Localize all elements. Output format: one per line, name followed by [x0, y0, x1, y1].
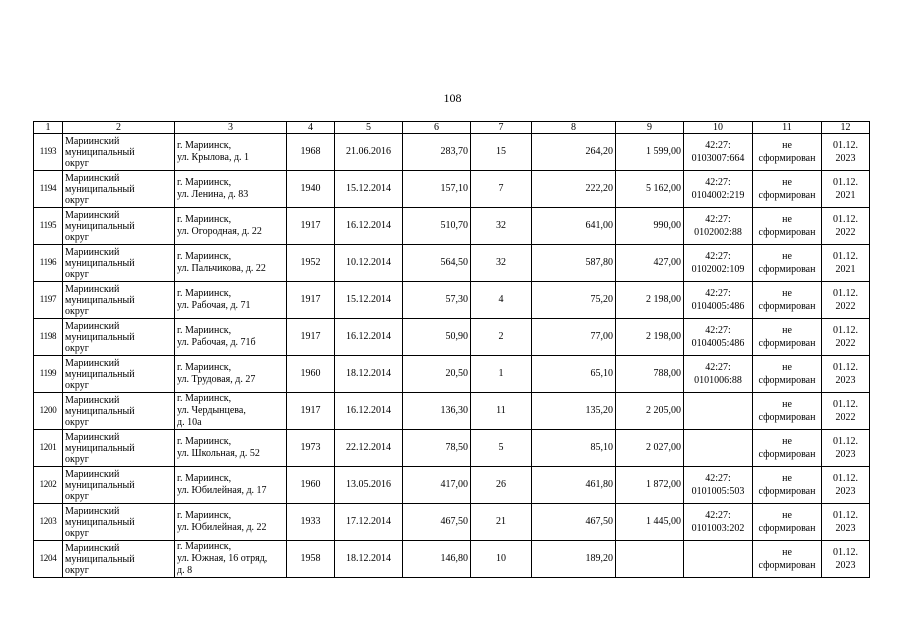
table-body — [34, 134, 870, 578]
count-cell: 2 — [471, 319, 532, 356]
deadline-cell: 01.12. 2021 — [822, 245, 870, 282]
total-area-cell: 77,00 — [532, 319, 616, 356]
column-header-5: 5 — [335, 122, 403, 134]
count-cell: 4 — [471, 282, 532, 319]
year-built-cell: 1917 — [287, 319, 335, 356]
column-header-7: 7 — [471, 122, 532, 134]
area-cell: 283,70 — [403, 134, 471, 171]
area-cell: 564,50 — [403, 245, 471, 282]
row-number-cell: 1202 — [34, 467, 63, 504]
status-cell: не сформирован — [753, 319, 822, 356]
cadastral-number-cell: 42:27: 0103007:664 — [684, 134, 753, 171]
area-cell: 136,30 — [403, 393, 471, 430]
year-built-cell: 1940 — [287, 171, 335, 208]
table-row — [34, 356, 870, 393]
table-row — [34, 541, 870, 578]
status-cell: не сформирован — [753, 467, 822, 504]
table-row — [34, 134, 870, 171]
date-cell: 18.12.2014 — [335, 541, 403, 578]
land-area-cell: 427,00 — [616, 245, 684, 282]
total-area-cell: 75,20 — [532, 282, 616, 319]
count-cell: 5 — [471, 430, 532, 467]
address-cell: г. Мариинск, ул. Трудовая, д. 27 — [175, 356, 287, 393]
cadastral-number-cell: 42:27: 0101005:503 — [684, 467, 753, 504]
date-cell: 15.12.2014 — [335, 282, 403, 319]
deadline-cell: 01.12. 2021 — [822, 171, 870, 208]
date-cell: 16.12.2014 — [335, 208, 403, 245]
table-row — [34, 504, 870, 541]
cadastral-number-cell: 42:27: 0104005:486 — [684, 319, 753, 356]
deadline-cell: 01.12. 2023 — [822, 467, 870, 504]
column-header-9: 9 — [616, 122, 684, 134]
table-row — [34, 467, 870, 504]
municipality-cell: Мариинский муниципальный округ — [63, 208, 175, 245]
cadastral-number-cell: 42:27: 0102002:109 — [684, 245, 753, 282]
row-number-cell: 1197 — [34, 282, 63, 319]
status-cell: не сформирован — [753, 541, 822, 578]
total-area-cell: 85,10 — [532, 430, 616, 467]
table-row — [34, 171, 870, 208]
land-area-cell: 788,00 — [616, 356, 684, 393]
status-cell: не сформирован — [753, 430, 822, 467]
area-cell: 467,50 — [403, 504, 471, 541]
housing-registry-table — [33, 121, 870, 578]
row-number-cell: 1195 — [34, 208, 63, 245]
land-area-cell: 990,00 — [616, 208, 684, 245]
status-cell: не сформирован — [753, 393, 822, 430]
row-number-cell: 1193 — [34, 134, 63, 171]
total-area-cell: 461,80 — [532, 467, 616, 504]
municipality-cell: Мариинский муниципальный округ — [63, 245, 175, 282]
row-number-cell: 1203 — [34, 504, 63, 541]
land-area-cell: 2 205,00 — [616, 393, 684, 430]
date-cell: 15.12.2014 — [335, 171, 403, 208]
cadastral-number-cell: 42:27: 0101003:202 — [684, 504, 753, 541]
address-cell: г. Мариинск, ул. Рабочая, д. 71б — [175, 319, 287, 356]
area-cell: 157,10 — [403, 171, 471, 208]
year-built-cell: 1933 — [287, 504, 335, 541]
year-built-cell: 1917 — [287, 208, 335, 245]
address-cell: г. Мариинск, ул. Чердынцева, д. 10а — [175, 393, 287, 430]
deadline-cell: 01.12. 2023 — [822, 541, 870, 578]
date-cell: 17.12.2014 — [335, 504, 403, 541]
status-cell: не сформирован — [753, 504, 822, 541]
page-number: 108 — [443, 91, 462, 105]
cadastral-number-cell: 42:27: 0102002:88 — [684, 208, 753, 245]
land-area-cell — [616, 541, 684, 578]
deadline-cell: 01.12. 2022 — [822, 282, 870, 319]
status-cell: не сформирован — [753, 245, 822, 282]
address-cell: г. Мариинск, ул. Крылова, д. 1 — [175, 134, 287, 171]
area-cell: 20,50 — [403, 356, 471, 393]
count-cell: 1 — [471, 356, 532, 393]
area-cell: 50,90 — [403, 319, 471, 356]
total-area-cell: 189,20 — [532, 541, 616, 578]
date-cell: 22.12.2014 — [335, 430, 403, 467]
date-cell: 13.05.2016 — [335, 467, 403, 504]
address-cell: г. Мариинск, ул. Южная, 16 отряд, д. 8 — [175, 541, 287, 578]
table-row — [34, 208, 870, 245]
deadline-cell: 01.12. 2023 — [822, 134, 870, 171]
status-cell: не сформирован — [753, 282, 822, 319]
municipality-cell: Мариинский муниципальный округ — [63, 430, 175, 467]
count-cell: 21 — [471, 504, 532, 541]
total-area-cell: 65,10 — [532, 356, 616, 393]
table-row — [34, 393, 870, 430]
year-built-cell: 1952 — [287, 245, 335, 282]
municipality-cell: Мариинский муниципальный округ — [63, 171, 175, 208]
row-number-cell: 1199 — [34, 356, 63, 393]
table-row — [34, 245, 870, 282]
count-cell: 32 — [471, 245, 532, 282]
municipality-cell: Мариинский муниципальный округ — [63, 467, 175, 504]
column-header-4: 4 — [287, 122, 335, 134]
date-cell: 18.12.2014 — [335, 356, 403, 393]
deadline-cell: 01.12. 2023 — [822, 430, 870, 467]
land-area-cell: 1 599,00 — [616, 134, 684, 171]
row-number-cell: 1201 — [34, 430, 63, 467]
cadastral-number-cell: 42:27: 0101006:88 — [684, 356, 753, 393]
area-cell: 146,80 — [403, 541, 471, 578]
count-cell: 26 — [471, 467, 532, 504]
municipality-cell: Мариинский муниципальный округ — [63, 282, 175, 319]
area-cell: 57,30 — [403, 282, 471, 319]
municipality-cell: Мариинский муниципальный округ — [63, 134, 175, 171]
land-area-cell: 1 445,00 — [616, 504, 684, 541]
total-area-cell: 264,20 — [532, 134, 616, 171]
table-row — [34, 282, 870, 319]
column-header-2: 2 — [63, 122, 175, 134]
deadline-cell: 01.12. 2023 — [822, 504, 870, 541]
municipality-cell: Мариинский муниципальный округ — [63, 504, 175, 541]
deadline-cell: 01.12. 2023 — [822, 356, 870, 393]
area-cell: 78,50 — [403, 430, 471, 467]
total-area-cell: 467,50 — [532, 504, 616, 541]
date-cell: 16.12.2014 — [335, 319, 403, 356]
municipality-cell: Мариинский муниципальный округ — [63, 356, 175, 393]
status-cell: не сформирован — [753, 171, 822, 208]
year-built-cell: 1973 — [287, 430, 335, 467]
municipality-cell: Мариинский муниципальный округ — [63, 393, 175, 430]
column-header-6: 6 — [403, 122, 471, 134]
count-cell: 11 — [471, 393, 532, 430]
column-header-3: 3 — [175, 122, 287, 134]
address-cell: г. Мариинск, ул. Ленина, д. 83 — [175, 171, 287, 208]
cadastral-number-cell — [684, 430, 753, 467]
cadastral-number-cell — [684, 541, 753, 578]
table-row — [34, 319, 870, 356]
row-number-cell: 1200 — [34, 393, 63, 430]
status-cell: не сформирован — [753, 134, 822, 171]
year-built-cell: 1960 — [287, 467, 335, 504]
total-area-cell: 135,20 — [532, 393, 616, 430]
row-number-cell: 1204 — [34, 541, 63, 578]
date-cell: 21.06.2016 — [335, 134, 403, 171]
land-area-cell: 5 162,00 — [616, 171, 684, 208]
year-built-cell: 1958 — [287, 541, 335, 578]
count-cell: 32 — [471, 208, 532, 245]
total-area-cell: 641,00 — [532, 208, 616, 245]
column-header-8: 8 — [532, 122, 616, 134]
address-cell: г. Мариинск, ул. Юбилейная, д. 22 — [175, 504, 287, 541]
total-area-cell: 587,80 — [532, 245, 616, 282]
deadline-cell: 01.12. 2022 — [822, 208, 870, 245]
cadastral-number-cell: 42:27: 0104002:219 — [684, 171, 753, 208]
cadastral-number-cell: 42:27: 0104005:486 — [684, 282, 753, 319]
column-number-header-row — [34, 122, 870, 134]
deadline-cell: 01.12. 2022 — [822, 319, 870, 356]
address-cell: г. Мариинск, ул. Рабочая, д. 71 — [175, 282, 287, 319]
column-header-10: 10 — [684, 122, 753, 134]
year-built-cell: 1968 — [287, 134, 335, 171]
table-row — [34, 430, 870, 467]
deadline-cell: 01.12. 2022 — [822, 393, 870, 430]
address-cell: г. Мариинск, ул. Пальчикова, д. 22 — [175, 245, 287, 282]
land-area-cell: 1 872,00 — [616, 467, 684, 504]
count-cell: 15 — [471, 134, 532, 171]
total-area-cell: 222,20 — [532, 171, 616, 208]
status-cell: не сформирован — [753, 208, 822, 245]
year-built-cell: 1960 — [287, 356, 335, 393]
land-area-cell: 2 198,00 — [616, 319, 684, 356]
year-built-cell: 1917 — [287, 393, 335, 430]
address-cell: г. Мариинск, ул. Огородная, д. 22 — [175, 208, 287, 245]
year-built-cell: 1917 — [287, 282, 335, 319]
date-cell: 16.12.2014 — [335, 393, 403, 430]
count-cell: 10 — [471, 541, 532, 578]
date-cell: 10.12.2014 — [335, 245, 403, 282]
municipality-cell: Мариинский муниципальный округ — [63, 541, 175, 578]
land-area-cell: 2 198,00 — [616, 282, 684, 319]
address-cell: г. Мариинск, ул. Школьная, д. 52 — [175, 430, 287, 467]
area-cell: 510,70 — [403, 208, 471, 245]
column-header-1: 1 — [34, 122, 63, 134]
area-cell: 417,00 — [403, 467, 471, 504]
status-cell: не сформирован — [753, 356, 822, 393]
municipality-cell: Мариинский муниципальный округ — [63, 319, 175, 356]
cadastral-number-cell — [684, 393, 753, 430]
row-number-cell: 1194 — [34, 171, 63, 208]
column-header-11: 11 — [753, 122, 822, 134]
row-number-cell: 1198 — [34, 319, 63, 356]
row-number-cell: 1196 — [34, 245, 63, 282]
address-cell: г. Мариинск, ул. Юбилейная, д. 17 — [175, 467, 287, 504]
land-area-cell: 2 027,00 — [616, 430, 684, 467]
count-cell: 7 — [471, 171, 532, 208]
column-header-12: 12 — [822, 122, 870, 134]
